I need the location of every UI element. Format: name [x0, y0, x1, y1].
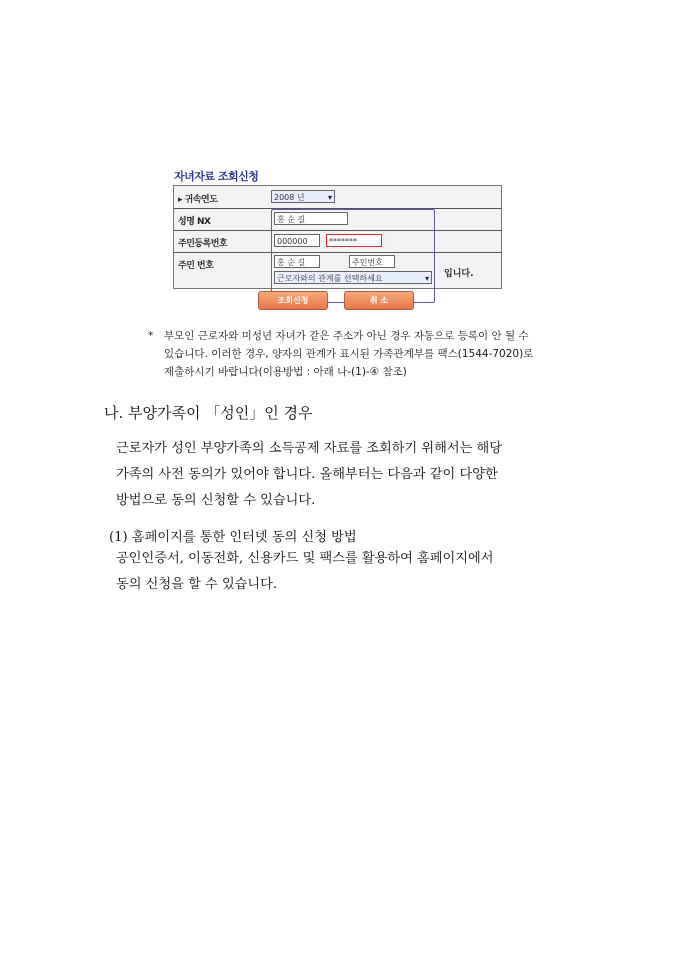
year-select[interactable]: 2008 년 ▾	[271, 190, 335, 203]
form-label: 주민등록번호	[178, 239, 228, 249]
note-body	[164, 327, 584, 381]
section-paragraph	[116, 436, 586, 514]
form-screenshot	[170, 168, 505, 316]
note-line: 제출하시기 바랍니다(이용방법 : 아래 나-(1)-④ 참조)	[164, 366, 407, 378]
relation-name-field[interactable]: 홍 순 길	[274, 255, 320, 268]
paragraph-line: 동의 신청을 할 수 있습니다.	[116, 577, 278, 592]
form-label: ▸ 귀속연도	[178, 195, 218, 205]
id-front-field[interactable]: 000000	[274, 234, 320, 247]
form-title: 자녀자료 조회신청	[173, 168, 259, 187]
form-box	[173, 185, 502, 289]
sub-paragraph	[116, 546, 586, 598]
sub-heading: (1) 홈페이지를 통한 인터넷 동의 신청 방법	[109, 530, 357, 545]
form-row-year	[174, 186, 501, 209]
form-label: 성명 NX	[178, 217, 211, 227]
note-line: 있습니다. 이러한 경우, 양자의 관계가 표시된 가족관계부를 팩스(1544-7020)로	[164, 348, 534, 360]
note-marker: *	[148, 330, 154, 342]
name-field[interactable]: 홍 순 길	[274, 212, 348, 225]
relation-id-field[interactable]: 주민번호	[349, 255, 395, 268]
highlight-box	[271, 209, 435, 303]
side-label: 입니다.	[444, 269, 474, 279]
relation-select[interactable]: 근로자와의 관계를 선택하세요 ▾	[274, 271, 432, 284]
paragraph-line: 가족의 사전 동의가 있어야 합니다. 올해부터는 다음과 같이 다양한	[116, 467, 498, 482]
note-line: 부모인 근로자와 미성년 자녀가 같은 주소가 아닌 경우 자동으로 등록이 안 될 수	[164, 330, 529, 342]
id-back-field[interactable]: *******	[326, 234, 382, 247]
form-label: 주민 번호	[178, 261, 214, 271]
paragraph-line: 공인인증서, 이동전화, 신용카드 및 팩스를 활용하여 홈페이지에서	[116, 551, 494, 566]
paragraph-line: 근로자가 성인 부양가족의 소득공제 자료를 조회하기 위해서는 해당	[116, 441, 503, 456]
request-button[interactable]: 조회신청	[258, 291, 328, 310]
paragraph-line: 방법으로 동의 신청할 수 있습니다.	[116, 493, 316, 508]
cancel-button[interactable]: 취 소	[344, 291, 414, 310]
section-heading: 나. 부양가족이 「성인」인 경우	[104, 404, 313, 422]
